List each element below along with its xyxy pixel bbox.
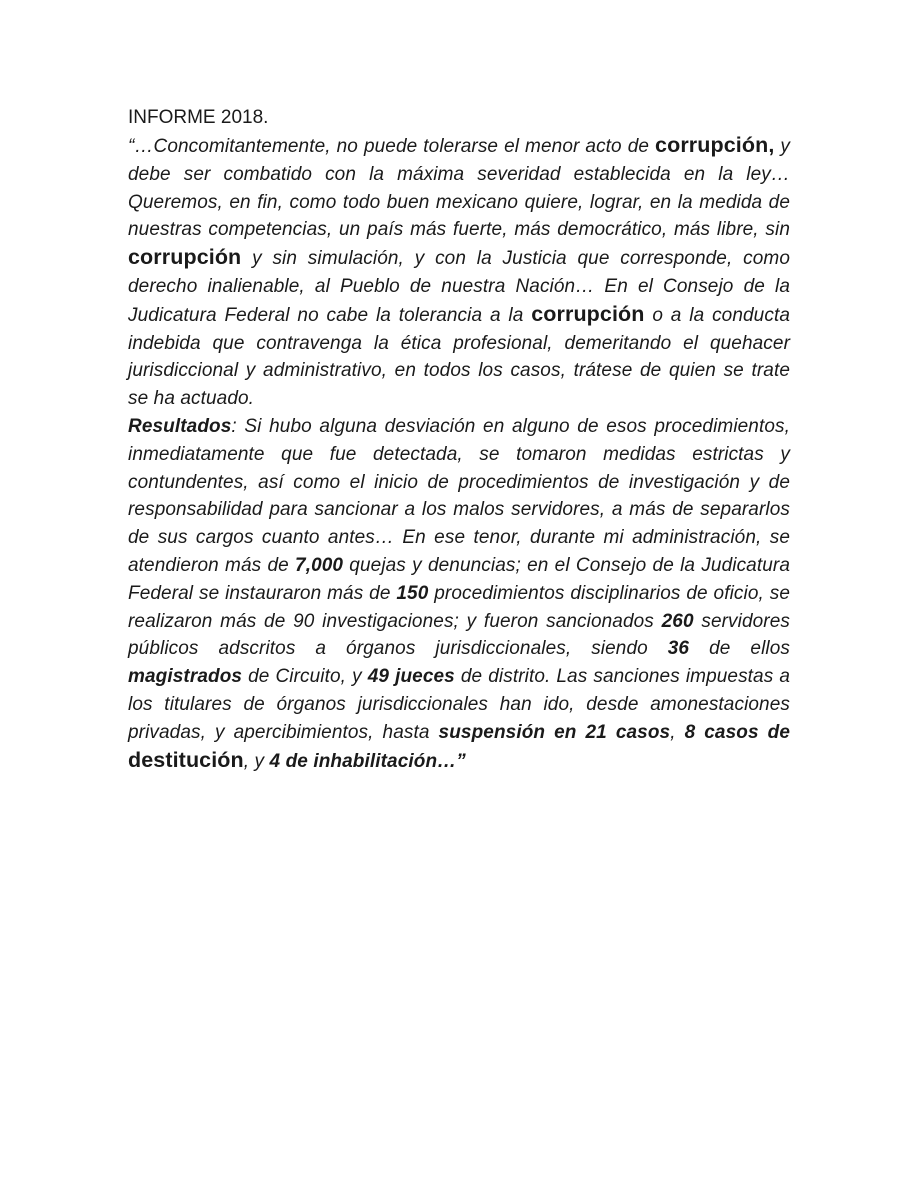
document-heading: INFORME 2018. <box>128 107 269 128</box>
results-emphasis-judges: 49 jueces <box>367 666 455 688</box>
quote-text-3: y sin simulación, y con la Justicia que corresponde, como derecho inalienable, al Pueblo de nuestra Nación… En el Consejo de la Judicatura Federal no cabe la tolerancia a la <box>128 248 790 326</box>
results-emphasis-cases: 8 casos de <box>684 721 791 743</box>
quote-text-2: y debe ser combatido con la máxima severidad establecida en la ley… Queremos, en fin, como todo buen mexicano quiere, lograr, en la medida de nuestras competencias, un país más fuerte, más democrático, más libre, sin <box>128 136 790 241</box>
quote-paragraph <box>128 132 790 413</box>
results-paragraph <box>128 413 790 775</box>
results-emphasis-procedures: 150 <box>396 582 429 604</box>
results-text-1: : Si hubo alguna desviación en alguno de esos procedimientos, inmediatamente que fue detectada, se tomaron medidas estrictas y contundentes, así como el inicio de procedimientos de investigación y de responsabilidad para sancionar a los malos servidores, a más de separarlos de sus cargos cuanto antes… En ese tenor, durante mi administración, se atendieron más de <box>128 415 790 576</box>
results-text-2: quejas y denuncias; en el Consejo de la Judicatura Federal se instauraron más de <box>128 554 790 604</box>
results-emphasis-suspension: suspensión en 21 casos <box>438 721 671 743</box>
results-emphasis-complaints: 7,000 <box>295 554 344 576</box>
results-emphasis-count: 36 <box>667 638 690 660</box>
results-emphasis-dismissal: destitución <box>128 747 244 772</box>
quote-text-1: “…Concomitantemente, no puede tolerarse el menor acto de <box>128 136 656 157</box>
results-text-7: de distrito. Las sanciones impuestas a los titulares de órganos jurisdiccionales han ido, desde amonestaciones privadas, y apercibimientos, hasta <box>128 666 791 743</box>
quote-text-4: o a la conducta indebida que contravenga la ética profesional, demeritando el quehacer jurisdiccional y administrativo, en todos los casos, trátese de quien se trate se ha actuado. <box>128 304 790 410</box>
results-text-8: , <box>670 721 685 743</box>
quote-emphasis-corruption-3: corrupción <box>531 301 645 326</box>
results-emphasis-disqualification: 4 de inhabilitación…” <box>269 750 466 772</box>
results-text-5: de ellos <box>689 638 790 660</box>
results-text-6: de Circuito, y <box>242 666 368 688</box>
results-label: Resultados <box>128 415 232 437</box>
results-text-9: , y <box>243 750 270 772</box>
results-emphasis-magistrates: magistrados <box>128 666 243 688</box>
results-text-3: procedimientos disciplinarios de oficio, se realizaron más de 90 investigaciones; y fueron sancionados <box>128 582 790 632</box>
results-emphasis-sanctioned: 260 <box>661 610 694 632</box>
quote-emphasis-corruption-1: corrupción, <box>655 133 775 157</box>
results-text-4: servidores públicos adscritos a órganos jurisdiccionales, siendo <box>128 610 790 660</box>
document-page <box>128 104 790 775</box>
quote-emphasis-corruption-2: corrupción <box>128 245 242 270</box>
